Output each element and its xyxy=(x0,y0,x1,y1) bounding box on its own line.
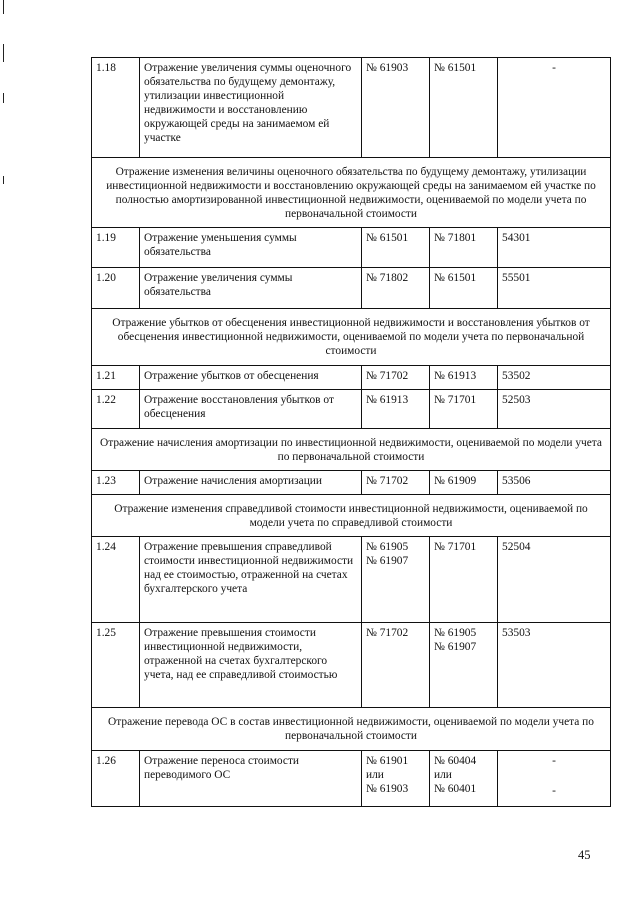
section-header-row xyxy=(92,495,611,537)
row-number: 1.19 xyxy=(92,228,140,268)
entry-description: Отражение увеличения суммы оценочного обязательства по будущему демонтажу, утилизации инвестиционной недвижимости и восстановлению окружающей среды на занимаемом ей участке xyxy=(140,58,362,158)
table-row xyxy=(92,537,611,623)
symbol-code: 53503 xyxy=(498,623,611,708)
credit-account: № 71701 xyxy=(430,537,498,623)
row-number: 1.25 xyxy=(92,623,140,708)
debit-account-1: № 61905 xyxy=(366,541,409,553)
row-number: 1.24 xyxy=(92,537,140,623)
symbol-code-2: - xyxy=(552,785,556,797)
entry-description: Отражение убытков от обесценения xyxy=(140,366,362,390)
margin-mark xyxy=(3,93,4,103)
symbol-code: 53506 xyxy=(498,471,611,495)
credit-account-2: № 61907 xyxy=(434,641,477,653)
debit-or: или xyxy=(366,769,384,781)
section-title: Отражение перевода ОС в состав инвестиционной недвижимости, оцениваемой по модели учета по первоначальной стоимости xyxy=(92,708,611,751)
debit-account: № 71702 xyxy=(362,366,430,390)
table-row xyxy=(92,471,611,495)
table-row xyxy=(92,228,611,268)
credit-account-2: № 60401 xyxy=(434,783,477,795)
credit-account: № 61501 xyxy=(430,58,498,158)
entry-description: Отражение увеличения суммы обязательства xyxy=(140,268,362,309)
symbol-code: 52503 xyxy=(498,390,611,429)
debit-account xyxy=(362,751,430,807)
debit-account-2: № 61907 xyxy=(366,555,409,567)
credit-account-1: № 61905 xyxy=(434,627,477,639)
symbol-code xyxy=(498,751,611,807)
debit-account-2: № 61903 xyxy=(366,783,409,795)
symbol-code-1: - xyxy=(552,755,556,767)
margin-mark xyxy=(3,0,4,14)
debit-account: № 71702 xyxy=(362,471,430,495)
row-number: 1.22 xyxy=(92,390,140,429)
margin-mark xyxy=(3,44,4,62)
credit-account: № 61501 xyxy=(430,268,498,309)
table-row xyxy=(92,366,611,390)
symbol-code: 54301 xyxy=(498,228,611,268)
symbol-code: 52504 xyxy=(498,537,611,623)
entry-description: Отражение превышения справедливой стоимости инвестиционной недвижимости над ее стоимостью, отраженной на счетах бухгалтерского учета xyxy=(140,537,362,623)
debit-account-1: № 61901 xyxy=(366,755,409,767)
table-row xyxy=(92,268,611,309)
section-header-row xyxy=(92,158,611,228)
credit-account: № 71701 xyxy=(430,390,498,429)
section-header-row xyxy=(92,309,611,366)
debit-account: № 71802 xyxy=(362,268,430,309)
row-number: 1.21 xyxy=(92,366,140,390)
accounting-entries-table xyxy=(91,57,611,807)
row-number: 1.20 xyxy=(92,268,140,309)
entry-description: Отражение восстановления убытков от обесценения xyxy=(140,390,362,429)
table-row xyxy=(92,58,611,158)
debit-account: № 61501 xyxy=(362,228,430,268)
section-title: Отражение изменения величины оценочного обязательства по будущему демонтажу, утилизации инвестиционной недвижимости и восстановлению окружающей среды на занимаемом ей участке по полностью амортизированной инвестиционной недвижимости, оцениваемой по модели учета по первоначальной стоимости xyxy=(92,158,611,228)
credit-account-1: № 60404 xyxy=(434,755,477,767)
row-number: 1.18 xyxy=(92,58,140,158)
debit-account xyxy=(362,537,430,623)
section-title: Отражение начисления амортизации по инвестиционной недвижимости, оцениваемой по модели учета по первоначальной стоимости xyxy=(92,429,611,471)
margin-mark xyxy=(3,176,4,184)
page-number: 45 xyxy=(578,848,591,862)
debit-account: № 71702 xyxy=(362,623,430,708)
credit-account xyxy=(430,623,498,708)
section-title: Отражение изменения справедливой стоимости инвестиционной недвижимости, оцениваемой по модели учета по справедливой стоимости xyxy=(92,495,611,537)
table-row xyxy=(92,751,611,807)
table-row xyxy=(92,390,611,429)
entry-description: Отражение превышения стоимости инвестиционной недвижимости, отраженной на счетах бухгалтерского учета, над ее справедливой стоимостью xyxy=(140,623,362,708)
credit-account xyxy=(430,751,498,807)
symbol-code: 53502 xyxy=(498,366,611,390)
credit-account: № 61909 xyxy=(430,471,498,495)
section-header-row xyxy=(92,708,611,751)
entry-description: Отражение уменьшения суммы обязательства xyxy=(140,228,362,268)
debit-account: № 61913 xyxy=(362,390,430,429)
row-number: 1.26 xyxy=(92,751,140,807)
section-header-row xyxy=(92,429,611,471)
symbol-code: 55501 xyxy=(498,268,611,309)
symbol-code: - xyxy=(498,58,611,158)
table-row xyxy=(92,623,611,708)
credit-account: № 71801 xyxy=(430,228,498,268)
row-number: 1.23 xyxy=(92,471,140,495)
debit-account: № 61903 xyxy=(362,58,430,158)
entry-description: Отражение переноса стоимости переводимого ОС xyxy=(140,751,362,807)
credit-account: № 61913 xyxy=(430,366,498,390)
section-title: Отражение убытков от обесценения инвестиционной недвижимости и восстановления убытков от обесценения инвестиционной недвижимости, оцениваемой по модели учета по первоначальной стоимости xyxy=(92,309,611,366)
credit-or: или xyxy=(434,769,452,781)
entry-description: Отражение начисления амортизации xyxy=(140,471,362,495)
